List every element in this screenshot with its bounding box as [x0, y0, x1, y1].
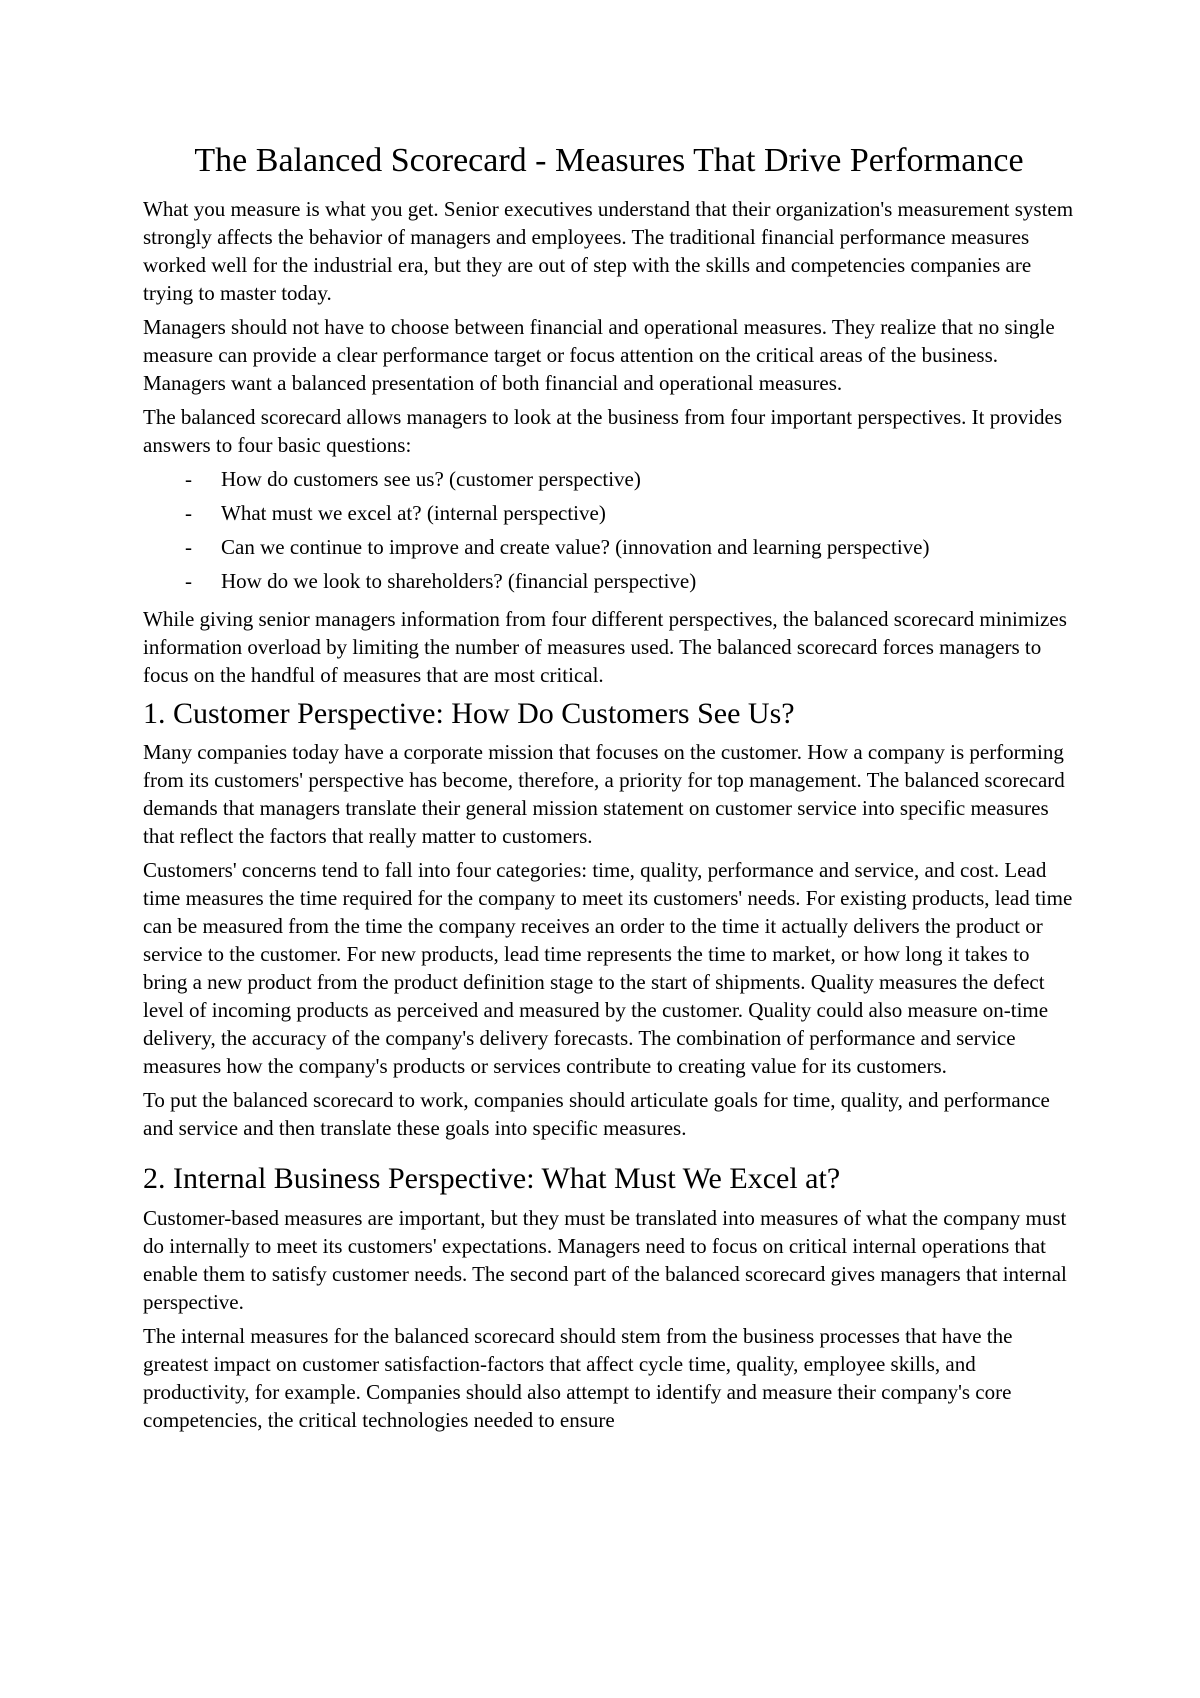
intro-paragraph-1: What you measure is what you get. Senior executives understand that their organization's measurement system strongly affects the behavior of managers and employees. The traditional financial performance measures worked well for the industrial era, but they are out of step with the skills and competencies companies are trying to master today. — [143, 196, 1074, 305]
question-text: How do we look to shareholders? (financial perspective) — [221, 568, 697, 593]
dash-bullet: - — [185, 500, 192, 525]
question-text: How do customers see us? (customer perspective) — [221, 466, 641, 491]
intro-paragraph-3: The balanced scorecard allows managers to look at the business from four important perspectives. It provides answers to four basic questions: — [143, 404, 1063, 457]
customer-paragraph-3: To put the balanced scorecard to work, companies should articulate goals for time, quality, and performance and service and then translate these goals into specific measures. — [143, 1088, 1050, 1140]
customer-paragraph-2: Customers' concerns tend to fall into four categories: time, quality, performance and service, and cost. Lead time measures the time required for the company to meet its customers' needs. For existing products, lead time can be measured from the time the company receives an order to the time it actually delivers the product or service to the customer. For new products, lead time represents the time to market, or how long it takes to bring a new product from the product definition stage to the start of shipments. Quality measures the defect level of incoming products as perceived and measured by the customer. Quality could also measure on-time delivery, the accuracy of the company's delivery forecasts. The combination of performance and service measures how the company's products or services contribute to creating value for its customers. — [143, 858, 1073, 1078]
list-item — [143, 465, 1075, 493]
section-heading-customer: 1. Customer Perspective: How Do Customers See Us? — [143, 696, 795, 730]
list-item — [143, 567, 1075, 595]
document-title: The Balanced Scorecard - Measures That Drive Performance — [194, 142, 1024, 179]
internal-paragraph-2: The internal measures for the balanced scorecard should stem from the business processes that have the greatest impact on customer satisfaction-factors that affect cycle time, quality, employee skills, and productivity, for example. Companies should also attempt to identify and measure their company's core competencies, the critical technologies needed to ensure — [143, 1323, 1013, 1432]
question-text: What must we excel at? (internal perspective) — [221, 500, 606, 525]
question-text: Can we continue to improve and create value? (innovation and learning perspective) — [221, 534, 930, 559]
internal-paragraph-1: Customer-based measures are important, but they must be translated into measures of what the company must do internally to meet its customers' expectations. Managers need to focus on critical internal operations that enable them to satisfy customer needs. The second part of the balanced scorecard gives managers that internal perspective. — [143, 1205, 1067, 1314]
summary-paragraph: While giving senior managers information from four different perspectives, the balanced scorecard minimizes information overload by limiting the number of measures used. The balanced scorecard forces managers to focus on the handful of measures that are most critical. — [143, 606, 1067, 687]
section-heading-internal: 2. Internal Business Perspective: What Must We Excel at? — [143, 1162, 841, 1195]
customer-paragraph-1: Many companies today have a corporate mission that focuses on the customer. How a company is performing from its customers' perspective has become, therefore, a priority for top management. The balanced scorecard demands that managers translate their general mission statement on customer service into specific measures that reflect the factors that really matter to customers. — [143, 740, 1065, 848]
dash-bullet: - — [185, 466, 192, 491]
dash-bullet: - — [185, 534, 192, 559]
list-item — [143, 499, 1075, 527]
intro-paragraph-2: Managers should not have to choose between financial and operational measures. They realize that no single measure can provide a clear performance target or focus attention on the critical areas of the business. Managers want a balanced presentation of both financial and operational measures. — [143, 314, 1055, 395]
questions-list — [143, 465, 1075, 595]
list-item — [143, 533, 1075, 561]
dash-bullet: - — [185, 568, 192, 593]
